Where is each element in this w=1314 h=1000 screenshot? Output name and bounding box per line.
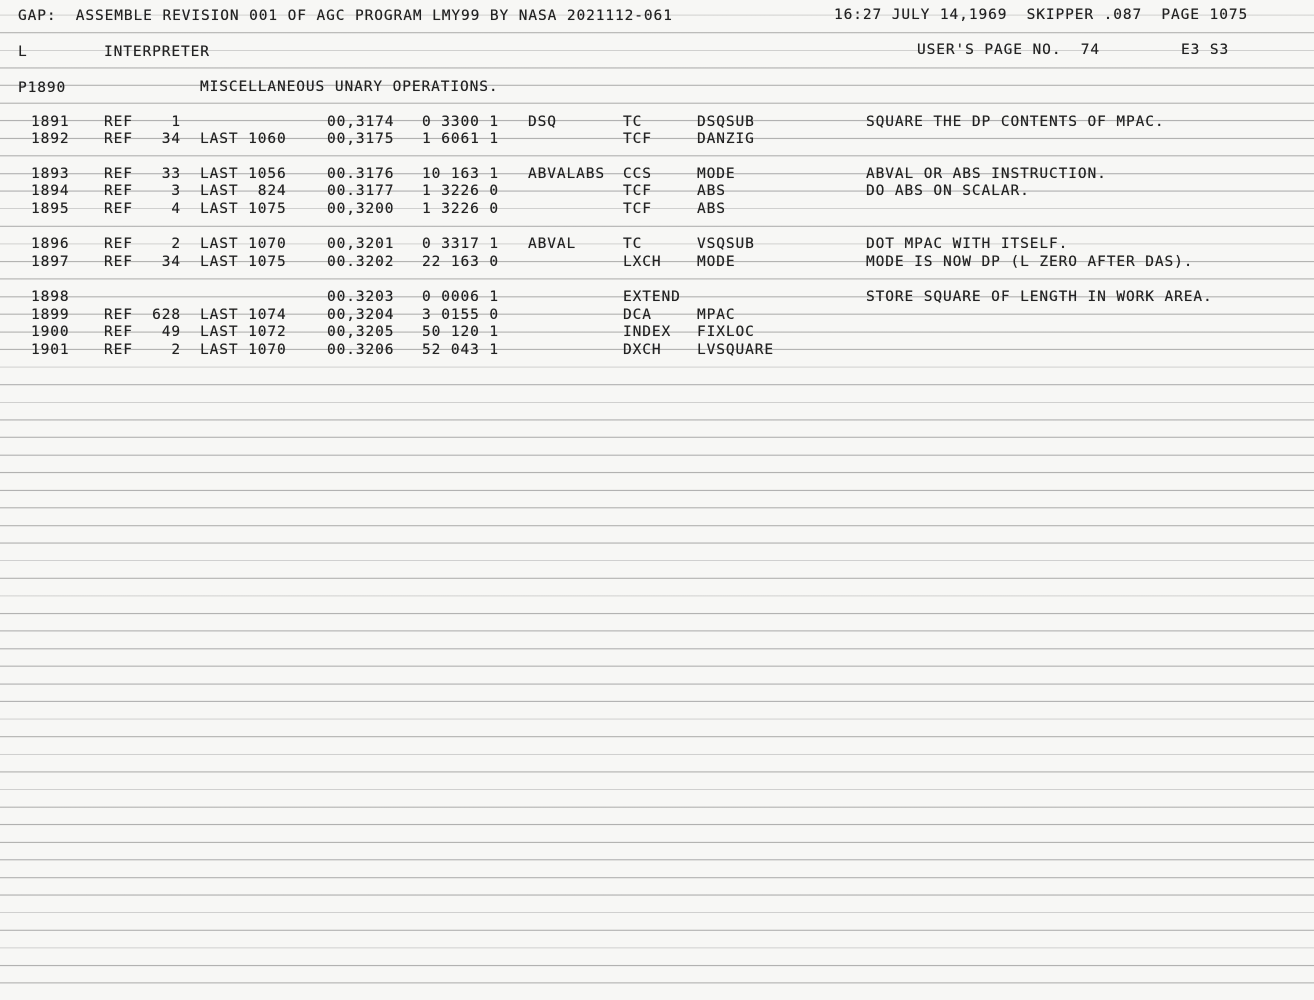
row-line: 1898 [31,289,70,305]
row-refnum: 2 [171,342,181,358]
row-ref: REF [104,114,133,130]
row-op: DCA [623,307,652,323]
row-code: 0 3317 1 [422,236,500,252]
row-last: LAST 1072 [200,324,287,340]
row-label: DSQ [528,114,557,130]
row-addr: 00,3205 [327,324,395,340]
row-operand: FIXLOC [697,324,755,340]
row-operand: ABS [697,201,726,217]
users-page-number: USER'S PAGE NO. 74 [917,42,1100,58]
row-line: 1896 [31,236,70,252]
row-refnum: 628 [152,307,181,323]
row-operand: DANZIG [697,131,755,147]
row-operand: MODE [697,254,736,270]
row-ref: REF [104,254,133,270]
row-addr: 00,3175 [327,131,395,147]
row-addr: 00.3202 [327,254,395,270]
row-code: 52 043 1 [422,342,500,358]
row-ref: REF [104,307,133,323]
row-code: 50 120 1 [422,324,500,340]
row-op: TC [623,236,643,252]
row-op: TCF [623,183,652,199]
row-line: 1894 [31,183,70,199]
row-addr: 00,3200 [327,201,395,217]
row-code: 3 0155 0 [422,307,500,323]
row-ref: REF [104,183,133,199]
row-refnum: 2 [171,236,181,252]
row-refnum: 34 [161,254,181,270]
row-addr: 00,3204 [327,307,395,323]
row-last: LAST 1075 [200,254,287,270]
row-refnum: 34 [161,131,181,147]
row-op: DXCH [623,342,662,358]
row-operand: ABS [697,183,726,199]
page-id: P1890 [18,80,67,96]
row-line: 1897 [31,254,70,270]
row-op: TC [623,114,643,130]
row-ref: REF [104,324,133,340]
row-operand: MPAC [697,307,736,323]
row-code: 22 163 0 [422,254,500,270]
row-comment: MODE IS NOW DP (L ZERO AFTER DAS). [866,254,1194,270]
row-comment: DO ABS ON SCALAR. [866,183,1030,199]
row-last: LAST 1075 [200,201,287,217]
page-title: MISCELLANEOUS UNARY OPERATIONS. [200,79,499,95]
row-ref: REF [104,131,133,147]
row-ref: REF [104,342,133,358]
row-addr: 00,3201 [327,236,395,252]
row-line: 1900 [31,324,70,340]
row-code: 1 6061 1 [422,131,500,147]
header-right: 16:27 JULY 14,1969 SKIPPER .087 PAGE 1075 [834,7,1249,23]
row-operand: VSQSUB [697,236,755,252]
row-line: 1893 [31,166,70,182]
row-line: 1899 [31,307,70,323]
row-addr: 00.3206 [327,342,395,358]
section-name: INTERPRETER [104,44,210,60]
row-label: ABVAL [528,236,577,252]
row-op: CCS [623,166,652,182]
row-code: 0 0006 1 [422,289,500,305]
row-op: LXCH [623,254,662,270]
row-line: 1895 [31,201,70,217]
row-code: 1 3226 0 [422,201,500,217]
row-refnum: 3 [171,183,181,199]
row-refnum: 1 [171,114,181,130]
row-last: LAST 1056 [200,166,287,182]
row-operand: DSQSUB [697,114,755,130]
row-last: LAST 1074 [200,307,287,323]
header-left: GAP: ASSEMBLE REVISION 001 OF AGC PROGRAM LMY99 BY NASA 2021112-061 [18,8,673,24]
row-comment: STORE SQUARE OF LENGTH IN WORK AREA. [866,289,1213,305]
row-last: LAST 824 [200,183,287,199]
row-operand: LVSQUARE [697,342,775,358]
row-ref: REF [104,236,133,252]
row-ref: REF [104,201,133,217]
row-comment: SQUARE THE DP CONTENTS OF MPAC. [866,114,1165,130]
row-op: TCF [623,131,652,147]
row-last: LAST 1070 [200,342,287,358]
row-code: 0 3300 1 [422,114,500,130]
row-op: INDEX [623,324,672,340]
row-refnum: 33 [161,166,181,182]
row-line: 1901 [31,342,70,358]
row-last: LAST 1070 [200,236,287,252]
section-code: E3 S3 [1181,42,1230,58]
row-op: EXTEND [623,289,681,305]
row-last: LAST 1060 [200,131,287,147]
row-code: 1 3226 0 [422,183,500,199]
row-addr: 00,3174 [327,114,395,130]
row-label: ABVALABS [528,166,606,182]
row-operand: MODE [697,166,736,182]
row-comment: DOT MPAC WITH ITSELF. [866,236,1069,252]
row-refnum: 49 [161,324,181,340]
row-ref: REF [104,166,133,182]
row-code: 10 163 1 [422,166,500,182]
row-refnum: 4 [171,201,181,217]
row-addr: 00.3203 [327,289,395,305]
row-line: 1892 [31,131,70,147]
listing-type: L [18,44,28,60]
row-line: 1891 [31,114,70,130]
row-addr: 00.3177 [327,183,395,199]
row-comment: ABVAL OR ABS INSTRUCTION. [866,166,1107,182]
row-op: TCF [623,201,652,217]
row-addr: 00.3176 [327,166,395,182]
